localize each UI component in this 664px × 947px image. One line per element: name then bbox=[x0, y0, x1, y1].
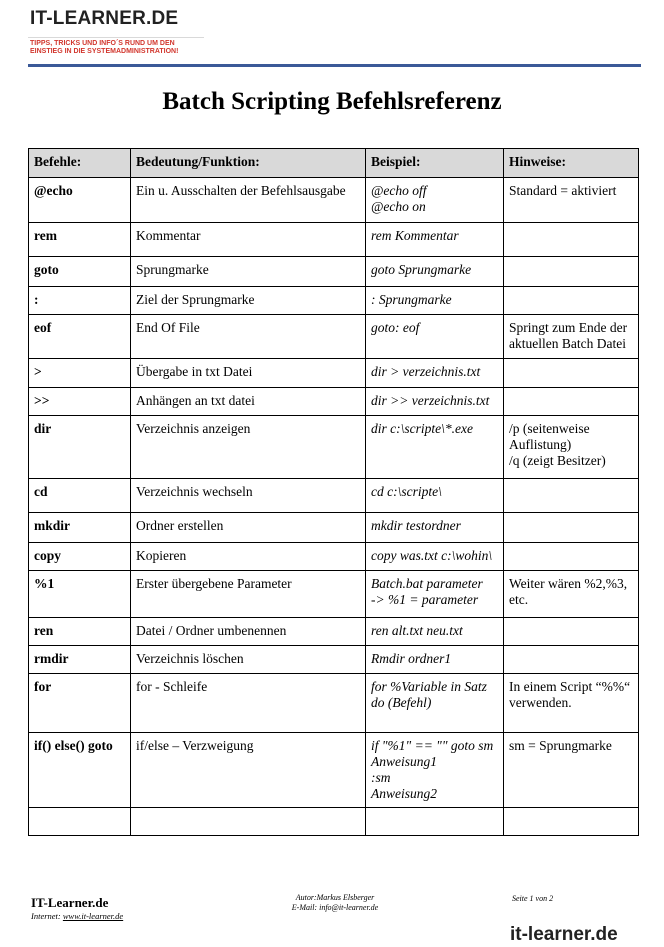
table-row bbox=[29, 257, 639, 287]
header-commands: Befehle: bbox=[29, 149, 131, 178]
footer-site-info bbox=[31, 895, 123, 921]
cell-note bbox=[504, 479, 639, 513]
table-row bbox=[29, 479, 639, 513]
cell-note bbox=[504, 646, 639, 674]
cell-example: Batch.bat parameter -> %1 = parameter bbox=[366, 571, 504, 618]
tagline-line-2: EINSTIEG IN DIE SYSTEMADMINISTRATION! bbox=[30, 48, 179, 55]
cell-meaning: Anhängen an txt datei bbox=[131, 388, 366, 416]
table-row bbox=[29, 674, 639, 733]
cell-command: >> bbox=[29, 388, 131, 416]
cell-note bbox=[504, 223, 639, 257]
cell-meaning: Kommentar bbox=[131, 223, 366, 257]
table-row bbox=[29, 513, 639, 543]
tagline-line-1: TIPPS, TRICKS UND INFO´S RUND UM DEN bbox=[30, 40, 175, 47]
header-meaning: Bedeutung/Funktion: bbox=[131, 149, 366, 178]
cell-note bbox=[504, 543, 639, 571]
cell-command: rem bbox=[29, 223, 131, 257]
cell-note: In einem Script “%%“ verwenden. bbox=[504, 674, 639, 733]
command-reference-table bbox=[28, 148, 639, 836]
cell-note: /p (seitenweise Auflistung) /q (zeigt Besitzer) bbox=[504, 416, 639, 479]
cell-note: sm = Sprungmarke bbox=[504, 733, 639, 808]
cell-meaning: Datei / Ordner umbenennen bbox=[131, 618, 366, 646]
header-divider-thin bbox=[28, 37, 204, 38]
cell-meaning: Ordner erstellen bbox=[131, 513, 366, 543]
cell-example: Rmdir ordner1 bbox=[366, 646, 504, 674]
table-row bbox=[29, 287, 639, 315]
logo-tagline bbox=[30, 40, 270, 56]
table-row bbox=[29, 223, 639, 257]
logo-title: IT-LEARNER.DE bbox=[30, 8, 179, 29]
cell-meaning bbox=[131, 808, 366, 836]
cell-note: Standard = aktiviert bbox=[504, 178, 639, 223]
cell-command: dir bbox=[29, 416, 131, 479]
table-row bbox=[29, 618, 639, 646]
cell-example: ren alt.txt neu.txt bbox=[366, 618, 504, 646]
cell-meaning: Verzeichnis anzeigen bbox=[131, 416, 366, 479]
cell-meaning: Verzeichnis löschen bbox=[131, 646, 366, 674]
table-row bbox=[29, 388, 639, 416]
table-row bbox=[29, 543, 639, 571]
footer-page-number: Seite 1 von 2 bbox=[512, 894, 554, 903]
table-row bbox=[29, 646, 639, 674]
cell-command: ren bbox=[29, 618, 131, 646]
cell-meaning: Erster übergebene Parameter bbox=[131, 571, 366, 618]
cell-example: @echo off @echo on bbox=[366, 178, 504, 223]
cell-command: %1 bbox=[29, 571, 131, 618]
cell-meaning: if/else – Verzweigung bbox=[131, 733, 366, 808]
cell-command: eof bbox=[29, 315, 131, 359]
table-row bbox=[29, 733, 639, 808]
footer-internet-link[interactable]: www.it-learner.de bbox=[62, 911, 124, 921]
cell-meaning: End Of File bbox=[131, 315, 366, 359]
cell-meaning: Ziel der Sprungmarke bbox=[131, 287, 366, 315]
footer-author: Autor:Markus Elsberger bbox=[295, 893, 375, 902]
cell-command: cd bbox=[29, 479, 131, 513]
cell-example: dir c:\scripte\*.exe bbox=[366, 416, 504, 479]
cell-command: @echo bbox=[29, 178, 131, 223]
footer-author-info bbox=[260, 893, 410, 913]
cell-example bbox=[366, 808, 504, 836]
cell-meaning: Verzeichnis wechseln bbox=[131, 479, 366, 513]
cell-meaning: Sprungmarke bbox=[131, 257, 366, 287]
cell-example: goto Sprungmarke bbox=[366, 257, 504, 287]
table-header-row bbox=[29, 149, 639, 178]
cell-meaning: Übergabe in txt Datei bbox=[131, 359, 366, 388]
header-notes: Hinweise: bbox=[504, 149, 639, 178]
cell-note: Weiter wären %2,%3, etc. bbox=[504, 571, 639, 618]
footer-site-name: IT-Learner.de bbox=[31, 895, 109, 910]
cell-example: mkdir testordner bbox=[366, 513, 504, 543]
footer-internet bbox=[31, 911, 123, 921]
cell-note bbox=[504, 618, 639, 646]
watermark-logo: it-learner.de bbox=[510, 924, 618, 945]
cell-note bbox=[504, 359, 639, 388]
cell-example: rem Kommentar bbox=[366, 223, 504, 257]
table-row bbox=[29, 315, 639, 359]
header-divider bbox=[28, 64, 641, 67]
table-row bbox=[29, 416, 639, 479]
table-row bbox=[29, 808, 639, 836]
cell-example: dir > verzeichnis.txt bbox=[366, 359, 504, 388]
table-row bbox=[29, 359, 639, 388]
cell-example: if "%1" == "" goto sm Anweisung1 :sm Anweisung2 bbox=[366, 733, 504, 808]
cell-command: goto bbox=[29, 257, 131, 287]
cell-example: copy was.txt c:\wohin\ bbox=[366, 543, 504, 571]
cell-command: rmdir bbox=[29, 646, 131, 674]
cell-example: dir >> verzeichnis.txt bbox=[366, 388, 504, 416]
cell-example: : Sprungmarke bbox=[366, 287, 504, 315]
header-example: Beispiel: bbox=[366, 149, 504, 178]
cell-example: for %Variable in Satz do (Befehl) bbox=[366, 674, 504, 733]
cell-meaning: for - Schleife bbox=[131, 674, 366, 733]
cell-note bbox=[504, 808, 639, 836]
cell-command: for bbox=[29, 674, 131, 733]
footer-internet-label: Internet: bbox=[31, 911, 61, 921]
cell-command: : bbox=[29, 287, 131, 315]
cell-command: > bbox=[29, 359, 131, 388]
cell-example: cd c:\scripte\ bbox=[366, 479, 504, 513]
cell-example: goto: eof bbox=[366, 315, 504, 359]
cell-note bbox=[504, 287, 639, 315]
cell-note: Springt zum Ende der aktuellen Batch Datei bbox=[504, 315, 639, 359]
cell-command: mkdir bbox=[29, 513, 131, 543]
table-row bbox=[29, 178, 639, 223]
cell-command bbox=[29, 808, 131, 836]
cell-command: copy bbox=[29, 543, 131, 571]
cell-note bbox=[504, 513, 639, 543]
table-row bbox=[29, 571, 639, 618]
cell-note bbox=[504, 257, 639, 287]
cell-note bbox=[504, 388, 639, 416]
page-title: Batch Scripting Befehlsreferenz bbox=[162, 88, 502, 115]
cell-meaning: Ein u. Ausschalten der Befehlsausgabe bbox=[131, 178, 366, 223]
cell-command: if() else() goto bbox=[29, 733, 131, 808]
footer-email: E-Mail: info@it-learner.de bbox=[291, 903, 379, 912]
cell-meaning: Kopieren bbox=[131, 543, 366, 571]
